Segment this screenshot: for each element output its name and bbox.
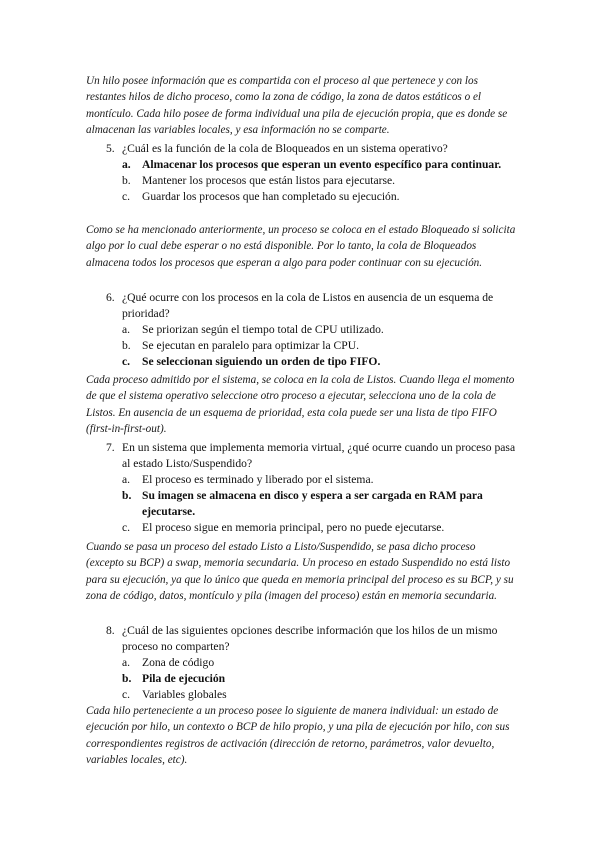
question-6-options [106, 322, 518, 370]
option-text: Pila de ejecución [142, 672, 226, 685]
question-5-explanation: Como se ha mencionado anteriormente, un proceso se coloca en el estado Bloqueado si solicita algo por lo cual debe esperar o no está disponible. Por lo tanto, la cola de Bloqueados almacena todos los procesos que esperan a algo para poder continuar con su ejecución. [86, 224, 516, 269]
question-5-option-a [106, 157, 518, 173]
option-text: Su imagen se almacena en disco y espera a ser cargada en RAM para ejecutarse. [142, 489, 483, 518]
question-8-option-b [106, 671, 518, 687]
question-6-option-c [106, 354, 518, 370]
option-letter: b. [122, 339, 131, 352]
option-letter: a. [122, 656, 131, 669]
question-5 [106, 141, 518, 205]
question-7-number: 7. [106, 441, 115, 454]
question-6-number: 6. [106, 291, 115, 304]
option-text: Mantener los procesos que están listos para ejecutarse. [142, 174, 396, 187]
question-8-option-a [106, 655, 518, 671]
option-text: Almacenar los procesos que esperan un evento específico para continuar. [142, 158, 502, 171]
question-6-option-a [106, 322, 518, 338]
question-7 [106, 440, 518, 536]
question-5-option-b [106, 173, 518, 189]
option-letter: a. [122, 473, 131, 486]
question-6-explanation: Cada proceso admitido por el sistema, se coloca en la cola de Listos. Cuando llega el momento de que el sistema operativo seleccione otro proceso a ejecutar, selecciona uno de la cola de Listos. En ausencia de un esquema de prioridad, esta cola puede ser una lista de tipo FIFO (first-in-first-out). [86, 374, 515, 435]
option-text: Se ejecutan en paralelo para optimizar la CPU. [142, 339, 359, 352]
question-5-option-c [106, 189, 518, 205]
option-letter: c. [122, 521, 131, 534]
question-8-explanation: Cada hilo perteneciente a un proceso posee lo siguiente de manera individual: un estado de ejecución por hilo, un contexto o BCP de hilo propio, y una pila de ejecución por hilo, con sus correspondientes registros de activación (dirección de retorno, parámetros, valor devuelto, variables locales, etc). [86, 705, 510, 766]
option-letter: b. [122, 489, 132, 502]
question-8 [106, 623, 518, 703]
question-8-text: ¿Cuál de las siguientes opciones describe información que los hilos de un mismo proceso no comparten? [122, 624, 498, 653]
question-7-option-b [106, 488, 518, 520]
question-7-option-a [106, 472, 518, 488]
question-6-option-b [106, 338, 518, 354]
question-7-explanation: Cuando se pasa un proceso del estado Listo a Listo/Suspendido, se pasa dicho proceso (excepto su BCP) a swap, memoria secundaria. Un proceso en estado Suspendido no está listo para su ejecución, ya que lo único que queda en memoria principal del proceso es su BCP, y su zona de código, datos, montículo y pila (imagen del proceso) están en memoria secundaria. [86, 541, 514, 602]
question-7-option-c [106, 520, 518, 536]
option-letter: c. [122, 688, 131, 701]
question-5-options [106, 157, 518, 205]
question-8-option-c [106, 687, 518, 703]
question-5-number: 5. [106, 142, 115, 155]
intro-explanation: Un hilo posee información que es compartida con el proceso al que pertenece y con los restantes hilos de dicho proceso, como la zona de código, la zona de datos estáticos o el montículo. Cada hilo posee de forma individual una pila de ejecución propia, que es donde se almacenan las variables locales, y esa información no se comparte. [86, 75, 508, 136]
option-text: El proceso sigue en memoria principal, pero no puede ejecutarse. [142, 521, 445, 534]
option-text: El proceso es terminado y liberado por el sistema. [142, 473, 374, 486]
option-letter: a. [122, 158, 131, 171]
question-6-text: ¿Qué ocurre con los procesos en la cola de Listos en ausencia de un esquema de prioridad? [122, 291, 494, 320]
question-7-text: En un sistema que implementa memoria virtual, ¿qué ocurre cuando un proceso pasa al estado Listo/Suspendido? [122, 441, 516, 470]
question-8-number: 8. [106, 624, 115, 637]
question-7-options [106, 472, 518, 536]
question-5-text: ¿Cuál es la función de la cola de Bloqueados en un sistema operativo? [122, 142, 448, 155]
question-8-options [106, 655, 518, 703]
option-text: Se seleccionan siguiendo un orden de tipo FIFO. [142, 355, 381, 368]
option-text: Variables globales [142, 688, 227, 701]
question-6 [106, 290, 518, 370]
option-text: Zona de código [142, 656, 215, 669]
option-text: Se priorizan según el tiempo total de CPU utilizado. [142, 323, 384, 336]
option-letter: c. [122, 355, 131, 368]
option-letter: b. [122, 672, 132, 685]
option-text: Guardar los procesos que han completado su ejecución. [142, 190, 400, 203]
option-letter: b. [122, 174, 131, 187]
option-letter: a. [122, 323, 131, 336]
option-letter: c. [122, 190, 131, 203]
